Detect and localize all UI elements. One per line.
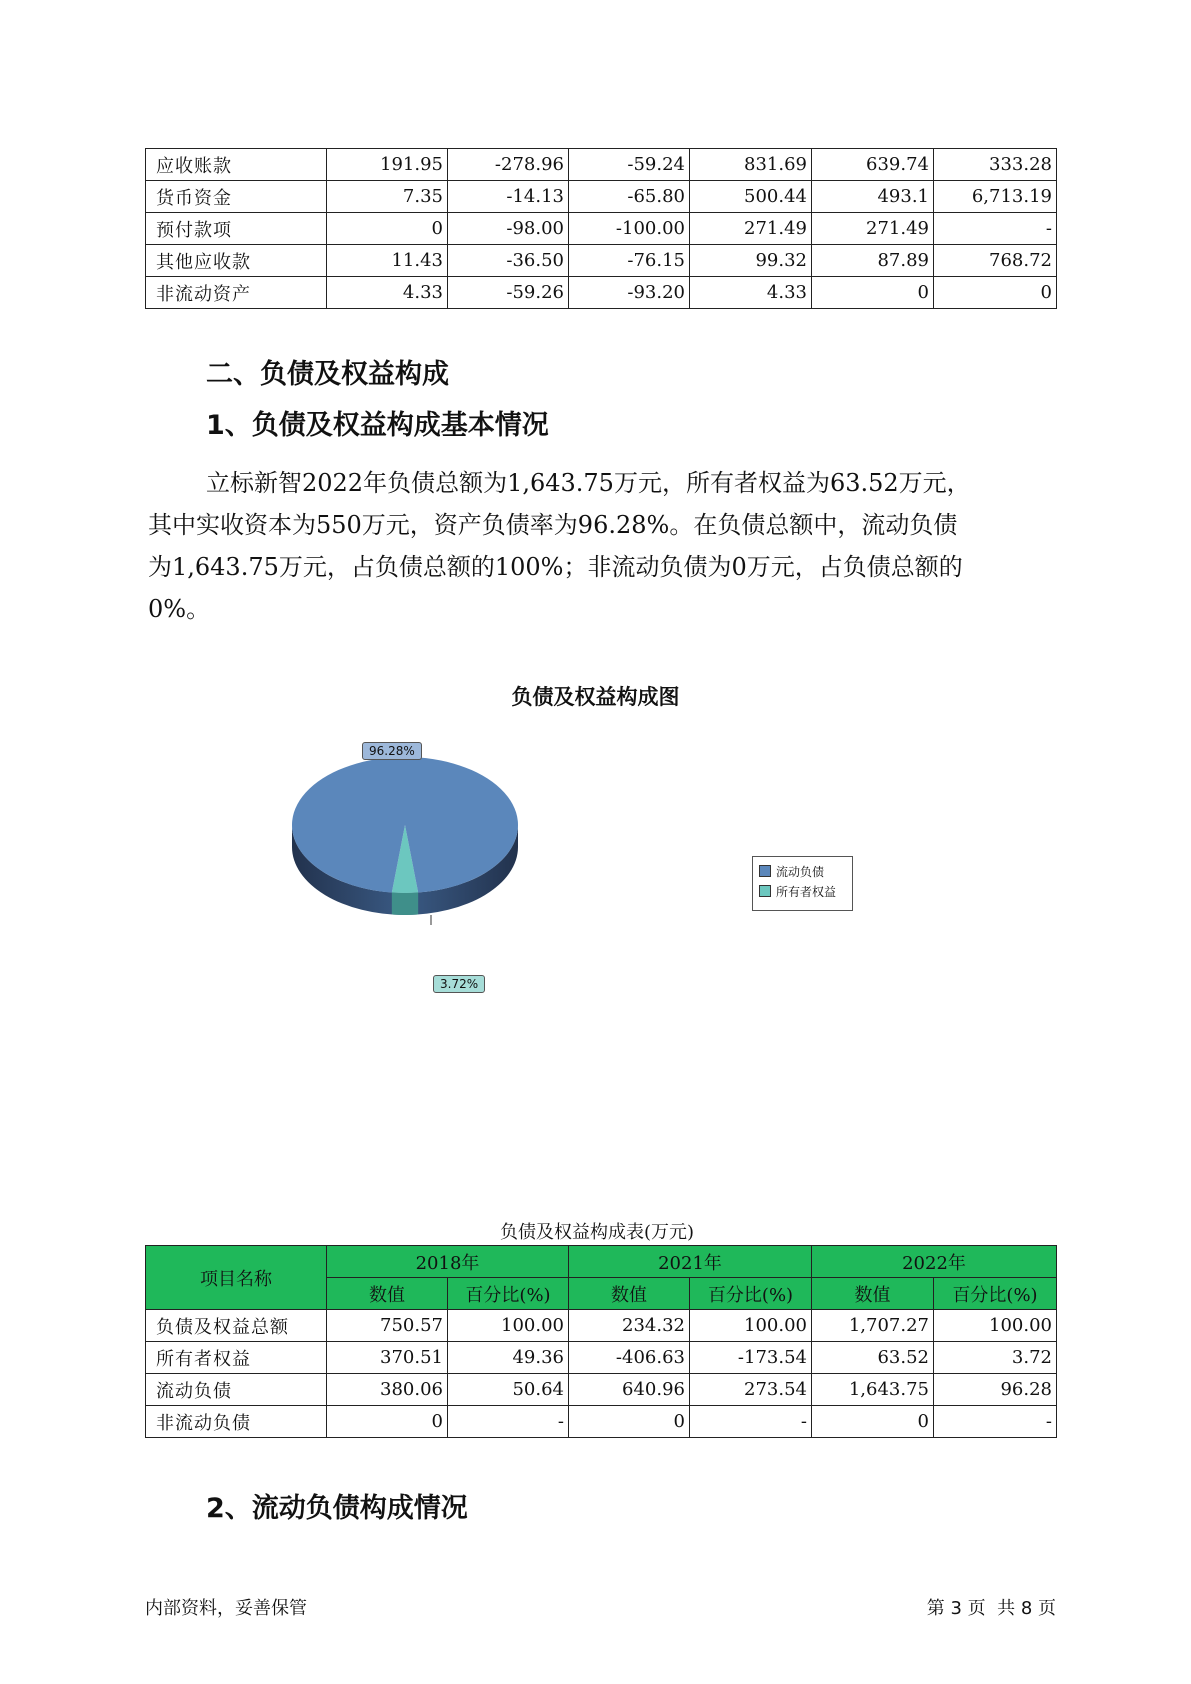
row-label: 所有者权益: [146, 1342, 327, 1374]
slice-label-current-liabilities: 96.28%: [362, 742, 422, 760]
header-year: 2021年: [569, 1246, 812, 1278]
table-cell: 234.32: [569, 1310, 690, 1342]
table-cell: 96.28: [934, 1374, 1057, 1406]
summary-paragraph: [148, 462, 1052, 630]
table-cell: 750.57: [327, 1310, 448, 1342]
header-value: 数值: [569, 1278, 690, 1310]
table-cell: -65.80: [569, 181, 690, 213]
table-cell: -173.54: [690, 1342, 812, 1374]
row-label: 流动负债: [146, 1374, 327, 1406]
legend-label: 流动负债: [776, 864, 825, 879]
table-cell: 0: [327, 1406, 448, 1438]
table-cell: 100.00: [690, 1310, 812, 1342]
table-row: [146, 149, 1057, 181]
table-cell: 0: [812, 277, 934, 309]
table-cell: 100.00: [934, 1310, 1057, 1342]
table-cell: 191.95: [327, 149, 448, 181]
subsection-heading: 2、流动负债构成情况: [206, 1493, 468, 1524]
footer-page-number: 第 3 页 共 8 页: [926, 1598, 1056, 1619]
table-cell: 87.89: [812, 245, 934, 277]
table-cell: -406.63: [569, 1342, 690, 1374]
table-cell: -: [934, 1406, 1057, 1438]
table-cell: -36.50: [448, 245, 569, 277]
table-cell: -278.96: [448, 149, 569, 181]
footer-confidential: 内部资料，妥善保管: [145, 1598, 307, 1619]
table-cell: 493.1: [812, 181, 934, 213]
table-row: [146, 181, 1057, 213]
para-line: 为1,643.75万元，占负债总额的100%；非流动负债为0万元，占负债总额的: [148, 553, 963, 581]
row-label: 负债及权益总额: [146, 1310, 327, 1342]
table-cell: 4.33: [690, 277, 812, 309]
subsection-heading: 1、负债及权益构成基本情况: [206, 410, 549, 441]
table-cell: 3.72: [934, 1342, 1057, 1374]
row-label: 预付款项: [146, 213, 327, 245]
chart-title: 负债及权益构成图: [511, 685, 680, 709]
table-cell: 831.69: [690, 149, 812, 181]
table-cell: 273.54: [690, 1374, 812, 1406]
table-cell: -59.24: [569, 149, 690, 181]
table-cell: 63.52: [812, 1342, 934, 1374]
table-cell: -100.00: [569, 213, 690, 245]
table-cell: -59.26: [448, 277, 569, 309]
header-value: 数值: [812, 1278, 934, 1310]
table-row: [146, 245, 1057, 277]
table-cell: 0: [327, 213, 448, 245]
table-cell: 100.00: [448, 1310, 569, 1342]
table-cell: 271.49: [690, 213, 812, 245]
table-cell: -76.15: [569, 245, 690, 277]
header-percent: 百分比(%): [448, 1278, 569, 1310]
table-cell: 640.96: [569, 1374, 690, 1406]
chart-legend: [752, 856, 853, 911]
legend-item: [759, 881, 846, 901]
table-row: [146, 1374, 1057, 1406]
row-label: 非流动资产: [146, 277, 327, 309]
table-cell: 1,643.75: [812, 1374, 934, 1406]
header-year: 2018年: [327, 1246, 569, 1278]
table-cell: 380.06: [327, 1374, 448, 1406]
legend-swatch: [759, 885, 771, 897]
table-cell: 4.33: [327, 277, 448, 309]
table-cell: 6,713.19: [934, 181, 1057, 213]
table-cell: 99.32: [690, 245, 812, 277]
para-line: 0%。: [148, 595, 211, 623]
table-cell: 50.64: [448, 1374, 569, 1406]
table-row: [146, 277, 1057, 309]
asset-change-table: [145, 148, 1057, 309]
table-cell: 1,707.27: [812, 1310, 934, 1342]
row-label: 应收账款: [146, 149, 327, 181]
table-cell: 7.35: [327, 181, 448, 213]
table-row: [146, 1310, 1057, 1342]
row-label: 货币资金: [146, 181, 327, 213]
para-line: 其中实收资本为550万元，资产负债率为96.28%。在负债总额中，流动负债: [148, 511, 958, 539]
para-line: 立标新智2022年负债总额为1,643.75万元，所有者权益为63.52万元，: [206, 469, 971, 497]
section-heading: 二、负债及权益构成: [206, 359, 449, 390]
table-cell: 500.44: [690, 181, 812, 213]
table-cell: -: [934, 213, 1057, 245]
table-row: [146, 213, 1057, 245]
table-row: [146, 1342, 1057, 1374]
header-year: 2022年: [812, 1246, 1057, 1278]
table-cell: -: [690, 1406, 812, 1438]
table-cell: 639.74: [812, 149, 934, 181]
row-label: 其他应收款: [146, 245, 327, 277]
table-cell: 0: [812, 1406, 934, 1438]
table-cell: 11.43: [327, 245, 448, 277]
table-cell: -98.00: [448, 213, 569, 245]
table-cell: 271.49: [812, 213, 934, 245]
table-cell: 49.36: [448, 1342, 569, 1374]
table-cell: -: [448, 1406, 569, 1438]
table-row: [146, 1406, 1057, 1438]
header-percent: 百分比(%): [690, 1278, 812, 1310]
header-percent: 百分比(%): [934, 1278, 1057, 1310]
legend-swatch: [759, 865, 771, 877]
equity-composition-table: [145, 1245, 1057, 1438]
table-cell: -93.20: [569, 277, 690, 309]
header-value: 数值: [327, 1278, 448, 1310]
table-cell: -14.13: [448, 181, 569, 213]
pie-chart: [290, 730, 580, 1000]
row-label: 非流动负债: [146, 1406, 327, 1438]
table-cell: 370.51: [327, 1342, 448, 1374]
pie-slice-side: [392, 893, 418, 915]
header-item-name: 项目名称: [146, 1246, 327, 1310]
slice-label-owners-equity: 3.72%: [433, 975, 485, 993]
table-cell: 768.72: [934, 245, 1057, 277]
table-cell: 333.28: [934, 149, 1057, 181]
table-cell: 0: [569, 1406, 690, 1438]
table-cell: 0: [934, 277, 1057, 309]
legend-label: 所有者权益: [776, 884, 837, 899]
legend-item: [759, 861, 846, 881]
table-caption: 负债及权益构成表(万元): [499, 1222, 695, 1243]
